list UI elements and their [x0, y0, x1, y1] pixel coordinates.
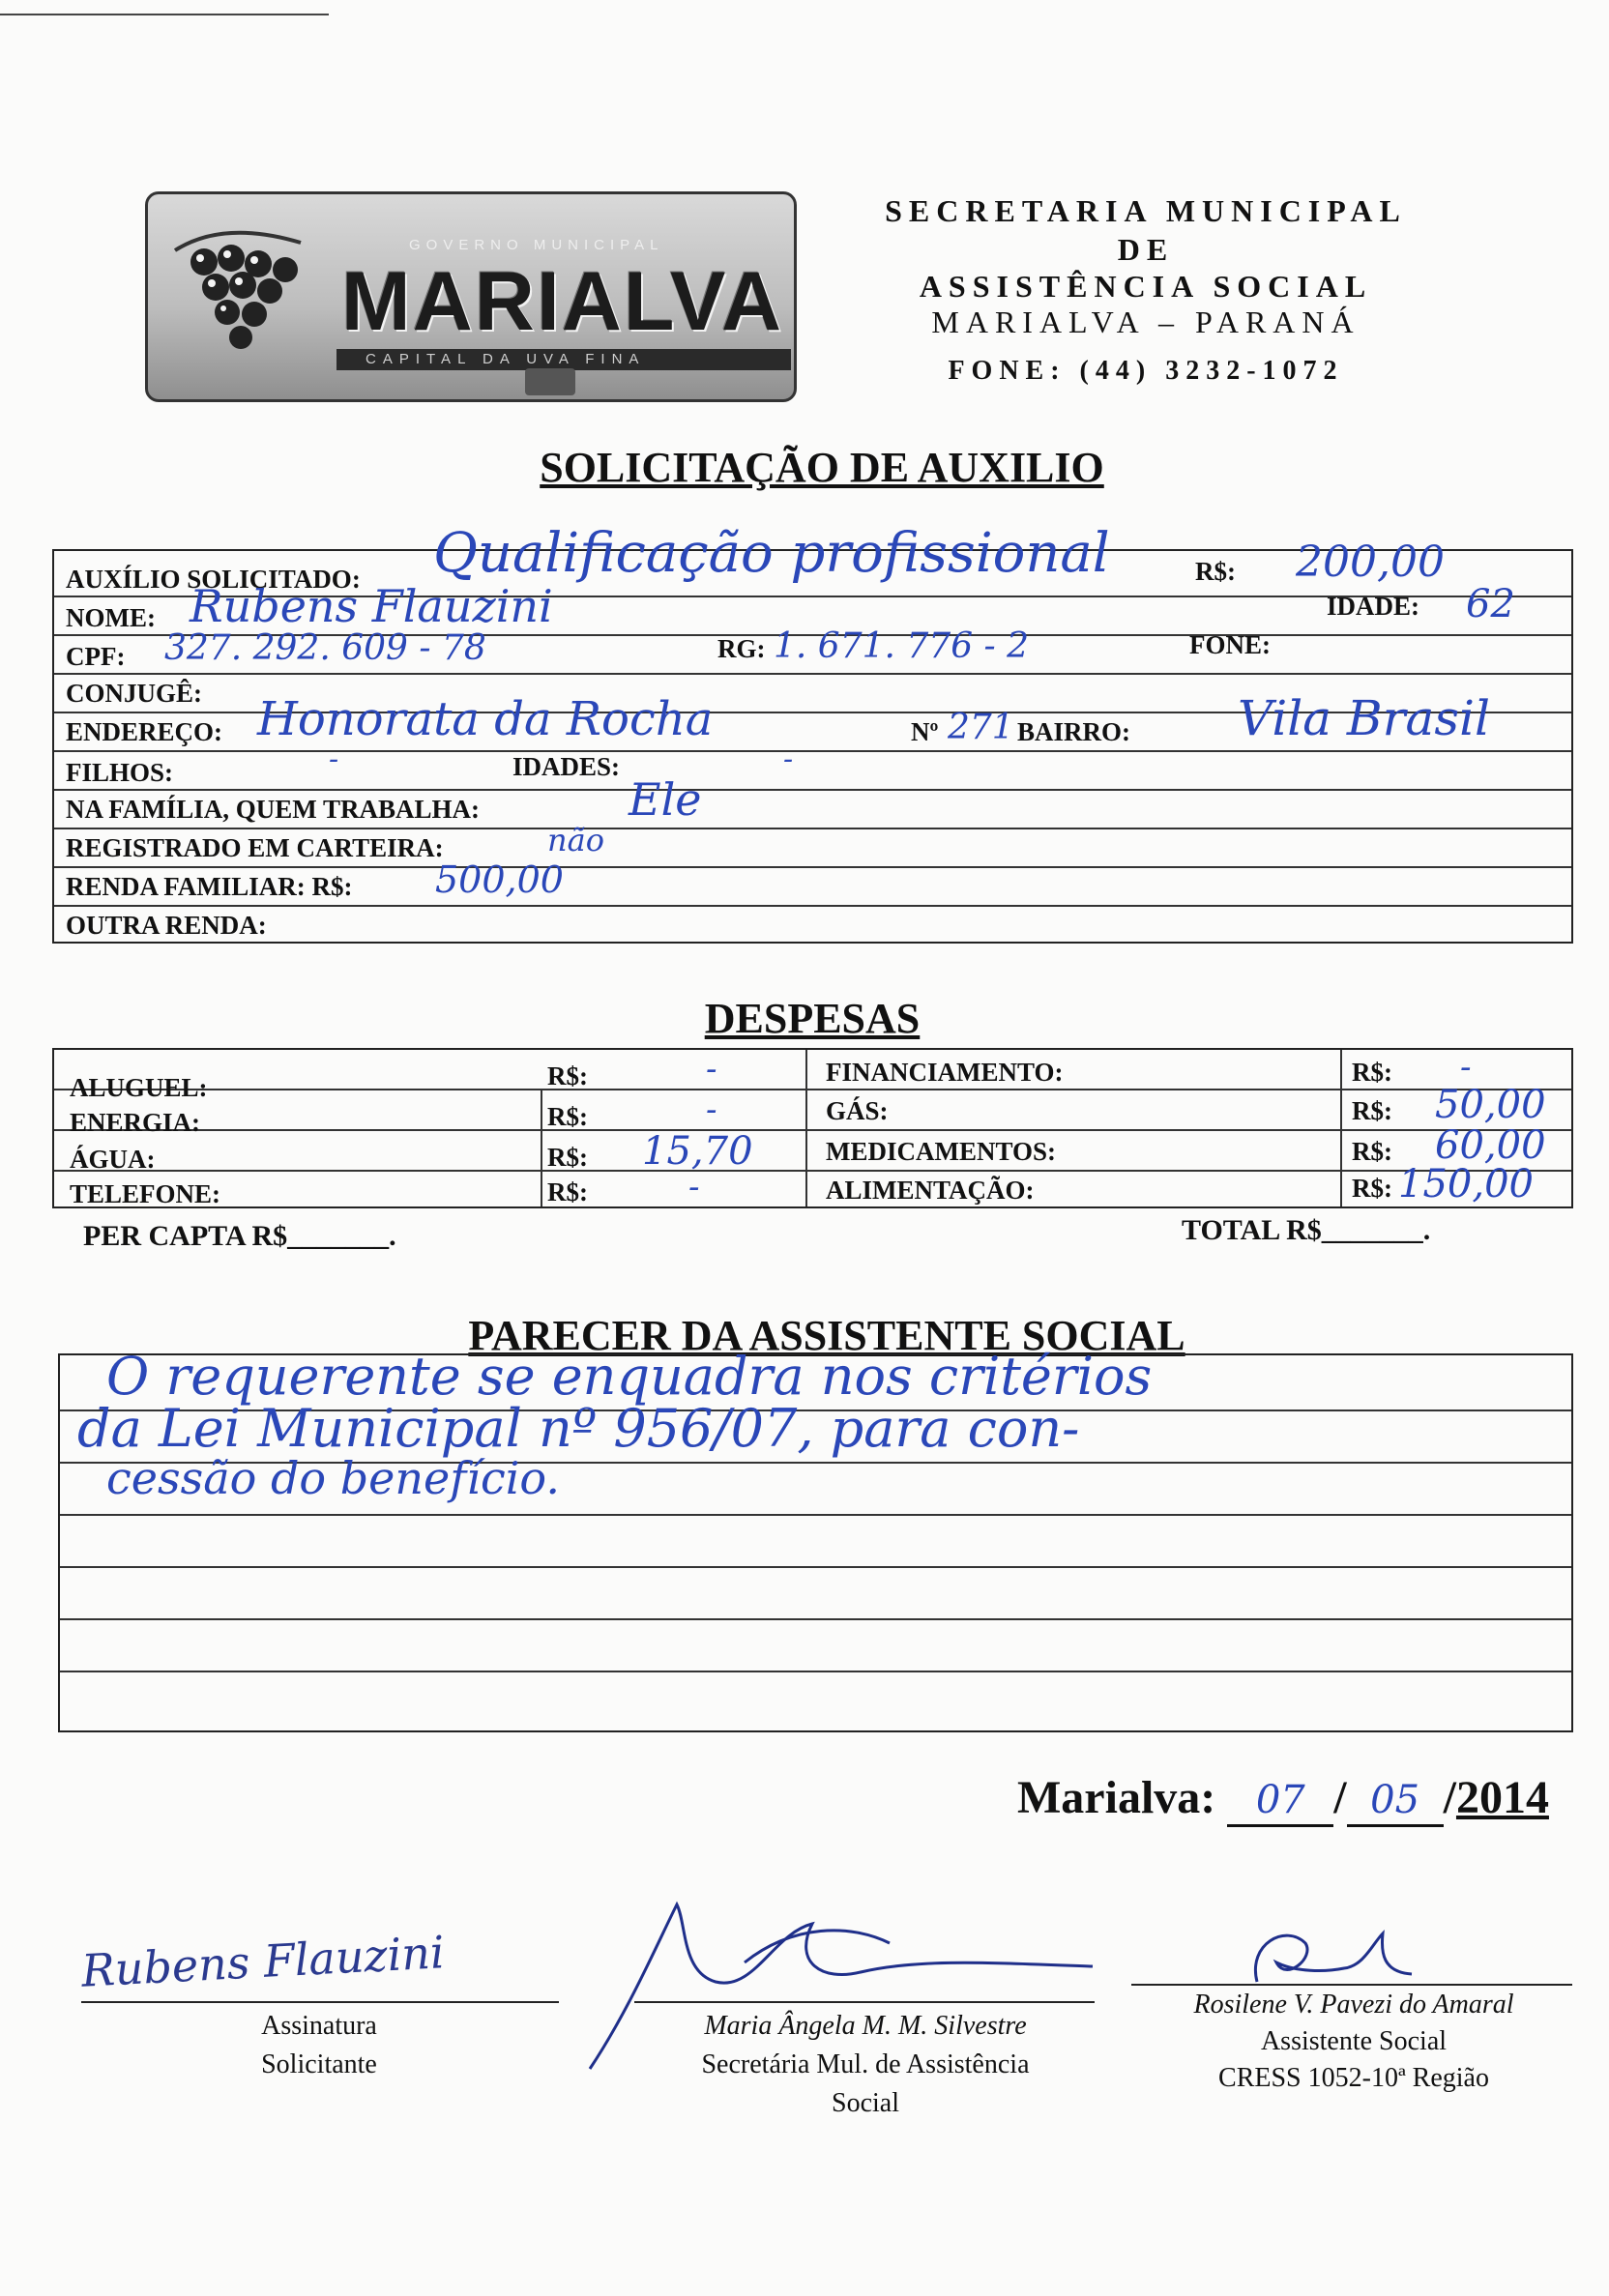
- header-line-2: DE: [1117, 232, 1175, 267]
- logo-bottom-bar: [336, 349, 791, 370]
- expense-value-phone: -: [688, 1168, 700, 1206]
- ages-value: -: [783, 742, 794, 776]
- expense-value-rent: -: [706, 1050, 717, 1089]
- date-line: Marialva: 07 / 05 /2014: [1017, 1771, 1549, 1827]
- children-label: FILHOS:: [66, 758, 174, 787]
- header-line-3: ASSISTÊNCIA SOCIAL: [919, 269, 1373, 304]
- marialva-logo: [145, 191, 797, 402]
- expense-value-financing: -: [1460, 1048, 1472, 1087]
- secretary-role-2: Social: [832, 2088, 899, 2118]
- applicant-signature: Rubens Flauzini: [79, 1926, 446, 1997]
- expense-value-food: 150,00: [1398, 1162, 1534, 1206]
- social-worker-registration: CRESS 1052-10ª Região: [1218, 2063, 1489, 2093]
- expense-rs-medicine: R$:: [1352, 1137, 1392, 1166]
- social-worker-role: Assistente Social: [1260, 2026, 1448, 2056]
- expense-value-gas: 50,00: [1435, 1083, 1546, 1127]
- secretary-role-1: Secretária Mul. de Assistência: [701, 2049, 1030, 2079]
- expense-label-rent: ALUGUEL:: [70, 1073, 208, 1102]
- other-income-label: OUTRA RENDA:: [66, 911, 267, 940]
- aid-rs-value: 200,00: [1296, 538, 1445, 587]
- cpf-label: CPF:: [66, 642, 126, 671]
- family-income-label: RENDA FAMILIAR: R$:: [66, 872, 353, 901]
- registered-label: REGISTRADO EM CARTEIRA:: [66, 833, 444, 862]
- social-worker-signature-scribble: [1218, 1904, 1508, 2001]
- expense-label-gas: GÁS:: [826, 1096, 889, 1125]
- coat-of-arms-icon: [525, 368, 575, 395]
- social-worker-name: Rosilene V. Pavezi do Amaral: [1193, 1990, 1514, 2020]
- rg-value: 1. 671. 776 - 2: [774, 626, 1030, 666]
- age-value: 62: [1466, 582, 1515, 626]
- number-label: Nº: [911, 717, 939, 746]
- expense-label-food: ALIMENTAÇÃO:: [826, 1176, 1035, 1205]
- who-works-value: Ele: [629, 773, 702, 826]
- applicant-caption-1: Assinatura: [261, 2011, 377, 2041]
- date-year: 2014: [1455, 1772, 1549, 1823]
- expenses-title: DESPESAS: [704, 995, 921, 1042]
- expense-label-energy: ENERGIA:: [70, 1108, 201, 1137]
- expense-rs-energy: R$:: [547, 1102, 588, 1131]
- aid-label: AUXÍLIO SOLICITADO:: [66, 565, 361, 594]
- expense-value-water: 15,70: [642, 1129, 753, 1174]
- grapes-icon: [165, 223, 310, 368]
- expense-rs-financing: R$:: [1352, 1058, 1392, 1087]
- opinion-line-2: da Lei Municipal nº 956/07, para con-: [77, 1398, 1080, 1459]
- expense-rs-water: R$:: [547, 1143, 588, 1172]
- expense-rs-rent: R$:: [547, 1061, 588, 1090]
- spouse-label: CONJUGÊ:: [66, 679, 202, 708]
- family-income-value: 500,00: [435, 858, 564, 901]
- applicant-signature-line: [81, 2001, 559, 2003]
- expense-value-energy: -: [706, 1090, 717, 1129]
- rg-label: RG:: [717, 634, 766, 663]
- request-title: SOLICITAÇÃO DE AUXILIO: [540, 444, 1104, 491]
- logo-brand: MARIALVA: [341, 255, 784, 348]
- opinion-title: PARECER DA ASSISTENTE SOCIAL: [468, 1312, 1185, 1359]
- children-value: -: [329, 742, 339, 776]
- expense-value-medicine: 60,00: [1435, 1123, 1546, 1168]
- expense-label-phone: TELEFONE:: [70, 1179, 221, 1208]
- date-month: 05: [1370, 1778, 1420, 1822]
- expense-rs-food: R$:: [1352, 1174, 1392, 1203]
- phone-label: FONE:: [1189, 630, 1271, 659]
- total-label: TOTAL R$_______.: [1182, 1214, 1431, 1246]
- age-label: IDADE:: [1327, 592, 1420, 621]
- who-works-label: NA FAMÍLIA, QUEM TRABALHA:: [66, 795, 481, 824]
- number-value: 271: [948, 708, 1014, 747]
- expense-label-financing: FINANCIAMENTO:: [826, 1058, 1064, 1087]
- aid-value: Qualificação profissional: [433, 522, 1110, 585]
- logo-bottom-text: CAPITAL DA UVA FINA: [366, 351, 646, 367]
- address-value: Honorata da Rocha: [257, 692, 714, 746]
- opinion-line-3: cessão do benefício.: [106, 1452, 560, 1504]
- district-label: BAIRRO:: [1017, 717, 1131, 746]
- name-value: Rubens Flauzini: [190, 580, 553, 632]
- expenses-box: [52, 1048, 1573, 1208]
- expense-rs-phone: R$:: [547, 1177, 588, 1206]
- expense-label-medicine: MEDICAMENTOS:: [826, 1137, 1057, 1166]
- header-line-4: MARIALVA – PARANÁ: [931, 305, 1360, 339]
- social-worker-signature-line: [1131, 1984, 1572, 1986]
- ages-label: IDADES:: [512, 752, 621, 781]
- address-label: ENDEREÇO:: [66, 717, 223, 746]
- secretary-name: Maria Ângela M. M. Silvestre: [704, 2011, 1027, 2041]
- header-line-1: SECRETARIA MUNICIPAL: [885, 193, 1407, 228]
- logo-top-text: GOVERNO MUNICIPAL: [409, 237, 664, 253]
- date-day-field: [1227, 1771, 1333, 1827]
- name-label: NOME:: [66, 603, 156, 632]
- opinion-line-1: O requerente se enquadra nos critérios: [106, 1346, 1153, 1407]
- date-day: 07: [1255, 1778, 1305, 1822]
- expense-label-water: ÁGUA:: [70, 1145, 156, 1174]
- aid-rs-label: R$:: [1195, 557, 1236, 586]
- secretary-signature-line: [634, 2001, 1095, 2003]
- per-capita-label: PER CAPTA R$_______.: [83, 1220, 396, 1252]
- registered-value: não: [547, 822, 604, 858]
- cpf-value: 327. 292. 609 - 78: [164, 628, 486, 668]
- district-value: Vila Brasil: [1238, 690, 1491, 746]
- header-line-5: FONE: (44) 3232-1072: [948, 356, 1344, 386]
- applicant-caption-2: Solicitante: [261, 2049, 377, 2079]
- date-city-label: Marialva:: [1017, 1772, 1216, 1823]
- date-month-field: [1347, 1771, 1444, 1827]
- scan-top-rule: [0, 14, 329, 15]
- expense-rs-gas: R$:: [1352, 1096, 1392, 1125]
